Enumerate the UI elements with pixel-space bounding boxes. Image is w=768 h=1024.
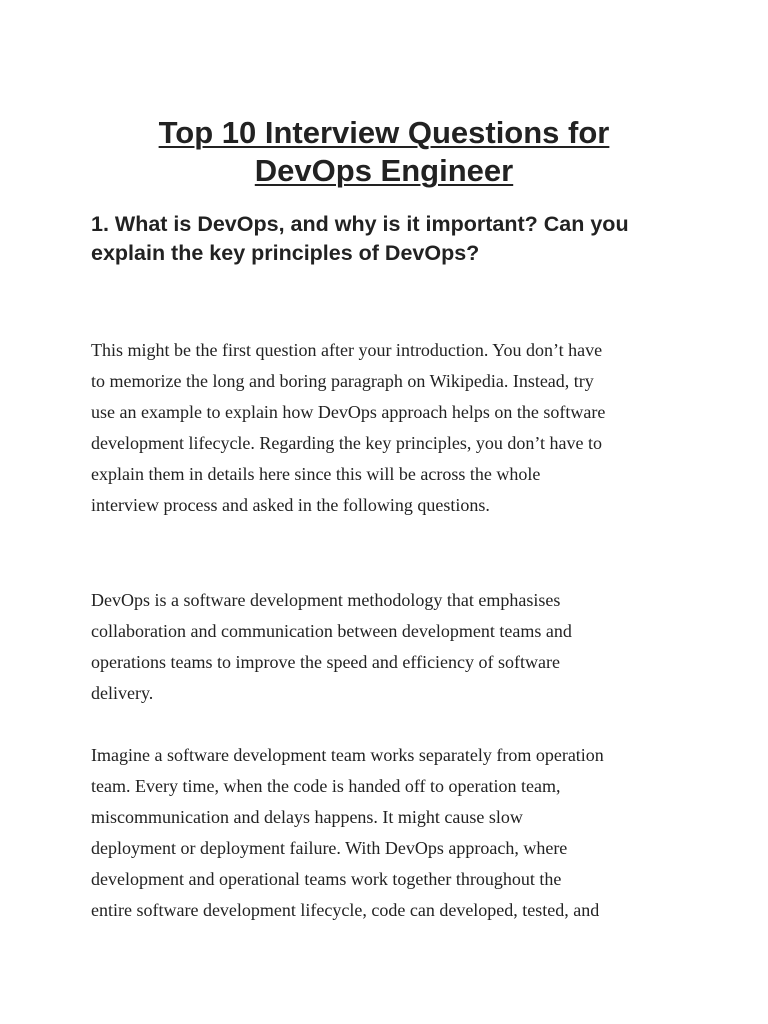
- paragraph-line: This might be the first question after your introduction. You don’t have: [91, 340, 603, 360]
- paragraph-line: DevOps is a software development methodology that emphasises: [91, 590, 561, 610]
- paragraph-line: entire software development lifecycle, code can developed, tested, and: [91, 900, 600, 920]
- paragraph-line: deployment or deployment failure. With DevOps approach, where: [91, 838, 568, 858]
- paragraph-line: interview process and asked in the following questions.: [91, 495, 490, 515]
- paragraph-line: Imagine a software development team works separately from operation: [91, 745, 604, 765]
- paragraph-line: use an example to explain how DevOps approach helps on the software: [91, 402, 606, 422]
- paragraph-example: [91, 740, 701, 926]
- question-heading: [91, 210, 691, 268]
- paragraph-definition: [91, 585, 701, 709]
- paragraph-line: collaboration and communication between development teams and: [91, 621, 572, 641]
- paragraph-line: explain them in details here since this will be across the whole: [91, 464, 541, 484]
- paragraph-line: team. Every time, when the code is handed off to operation team,: [91, 776, 561, 796]
- paragraph-line: delivery.: [91, 683, 154, 703]
- paragraph-line: operations teams to improve the speed and efficiency of software: [91, 652, 561, 672]
- paragraph-line: development and operational teams work together throughout the: [91, 869, 562, 889]
- title-line-1: Top 10 Interview Questions for: [158, 115, 610, 150]
- question-line-1: 1. What is DevOps, and why is it important? Can you: [91, 212, 629, 236]
- document-title: [0, 114, 768, 190]
- paragraph-line: to memorize the long and boring paragraph on Wikipedia. Instead, try: [91, 371, 594, 391]
- question-line-2: explain the key principles of DevOps?: [91, 241, 480, 265]
- paragraph-intro: [91, 335, 701, 521]
- paragraph-line: miscommunication and delays happens. It might cause slow: [91, 807, 523, 827]
- title-line-2: DevOps Engineer: [254, 153, 514, 188]
- paragraph-line: development lifecycle. Regarding the key principles, you don’t have to: [91, 433, 603, 453]
